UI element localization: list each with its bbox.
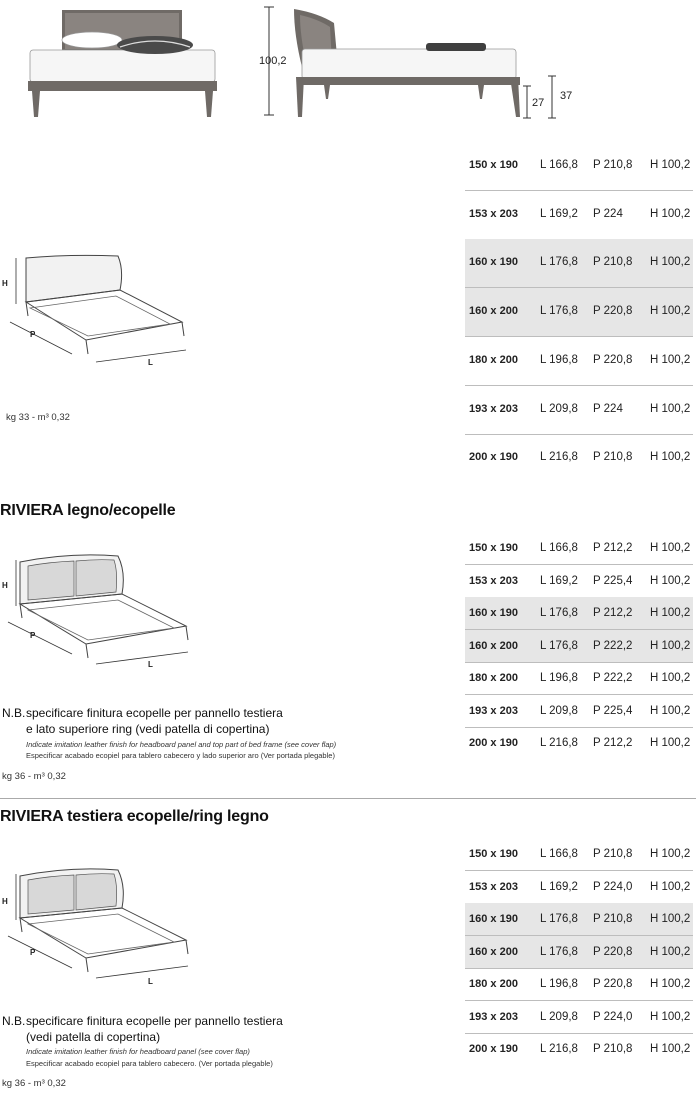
bed-perspective-drawing-1: [0, 250, 200, 370]
length-value: L 169,2: [540, 575, 578, 587]
length-value: L 166,8: [540, 542, 578, 554]
section-title-legno-ecopelle: RIVIERA legno/ecopelle: [0, 502, 176, 519]
bed-size: 180 x 200: [469, 978, 518, 990]
bed-size: 160 x 200: [469, 946, 518, 958]
note-spanish-3: Especificar acabado ecopiel para tablero cabecero. (Ver portada plegable): [26, 1059, 273, 1068]
note-english-2: Indicate imitation leather finish for headboard panel and top part of bed frame (see cover flap): [26, 740, 337, 749]
bed-size: 180 x 200: [469, 672, 518, 684]
height-value: H 100,2: [650, 354, 691, 366]
length-value: L 169,2: [540, 208, 578, 220]
length-value: L 176,8: [540, 256, 578, 268]
axis-label-l-2: L: [148, 660, 153, 669]
note-line2-2: e lato superiore ring (vedi patella di copertina): [26, 722, 270, 736]
note-nb-label-3: N.B.: [2, 1014, 26, 1028]
bed-size: 160 x 200: [469, 305, 518, 317]
weight-volume-3: kg 36 - m³ 0,32: [2, 1078, 66, 1089]
length-value: L 176,8: [540, 607, 578, 619]
depth-value: P 220,8: [593, 354, 633, 366]
height-value: H 100,2: [650, 881, 691, 893]
depth-value: P 220,8: [593, 305, 633, 317]
height-value: H 100,2: [650, 256, 691, 268]
length-value: L 209,8: [540, 403, 578, 415]
table-row: [465, 239, 693, 287]
bed-size: 160 x 190: [469, 607, 518, 619]
note-line1-3: specificare finitura ecopelle per pannello testiera: [26, 1014, 283, 1028]
axis-label-p-1: P: [30, 330, 36, 339]
weight-volume-2: kg 36 - m³ 0,32: [2, 771, 66, 782]
length-value: L 209,8: [540, 705, 578, 717]
depth-value: P 210,8: [593, 913, 633, 925]
depth-value: P 212,2: [593, 607, 633, 619]
height-value: H 100,2: [650, 913, 691, 925]
depth-value: P 210,8: [593, 159, 633, 171]
bed-size: 193 x 203: [469, 403, 518, 415]
table-row: [465, 434, 693, 482]
length-value: L 216,8: [540, 451, 578, 463]
axis-label-l-1: L: [148, 358, 153, 367]
axis-label-p-2: P: [30, 631, 36, 640]
length-value: L 169,2: [540, 881, 578, 893]
length-value: L 176,8: [540, 946, 578, 958]
depth-value: P 212,2: [593, 737, 633, 749]
length-value: L 196,8: [540, 672, 578, 684]
height-value: H 100,2: [650, 575, 691, 587]
length-value: L 196,8: [540, 354, 578, 366]
bed-size: 200 x 190: [469, 1043, 518, 1055]
length-value: L 196,8: [540, 978, 578, 990]
axis-label-h-2: H: [2, 581, 8, 590]
length-value: L 166,8: [540, 159, 578, 171]
note-nb-label-2: N.B.: [2, 706, 26, 720]
section-title-testiera-ecopelle: RIVIERA testiera ecopelle/ring legno: [0, 808, 269, 825]
table-row: [465, 1033, 693, 1065]
depth-value: P 222,2: [593, 640, 633, 652]
bed-size: 153 x 203: [469, 208, 518, 220]
bed-size: 193 x 203: [469, 1011, 518, 1023]
bed-size: 160 x 200: [469, 640, 518, 652]
section-divider: [0, 798, 696, 799]
height-value: H 100,2: [650, 305, 691, 317]
table-row: [465, 565, 693, 597]
table-row: [465, 662, 693, 694]
height-value: H 100,2: [650, 705, 691, 717]
length-value: L 209,8: [540, 1011, 578, 1023]
table-row: [465, 597, 693, 629]
table-row: [465, 727, 693, 759]
depth-value: P 210,8: [593, 256, 633, 268]
axis-label-p-3: P: [30, 948, 36, 957]
depth-value: P 224: [593, 208, 623, 220]
bed-front-view-illustration: [20, 5, 225, 120]
depth-value: P 210,8: [593, 848, 633, 860]
bed-size: 193 x 203: [469, 705, 518, 717]
table-row: [465, 142, 693, 190]
bed-side-view-illustration: [288, 5, 524, 120]
height-value: H 100,2: [650, 451, 691, 463]
length-value: L 176,8: [540, 640, 578, 652]
table-row: [465, 838, 693, 870]
depth-value: P 212,2: [593, 542, 633, 554]
bed-size: 153 x 203: [469, 881, 518, 893]
height-value: H 100,2: [650, 848, 691, 860]
table-row: [465, 936, 693, 968]
table-row: [465, 903, 693, 935]
axis-label-l-3: L: [148, 977, 153, 986]
depth-value: P 224,0: [593, 1011, 633, 1023]
bed-size: 150 x 190: [469, 542, 518, 554]
height-value: H 100,2: [650, 640, 691, 652]
table-row: [465, 871, 693, 903]
table-row: [465, 386, 693, 434]
table-row: [465, 288, 693, 336]
frame-height-label: 37: [560, 90, 573, 102]
table-row: [465, 337, 693, 385]
depth-value: P 225,4: [593, 705, 633, 717]
table-row: [465, 695, 693, 727]
bed-size: 180 x 200: [469, 354, 518, 366]
weight-volume-1: kg 33 - m³ 0,32: [6, 412, 70, 423]
height-value: H 100,2: [650, 1043, 691, 1055]
bed-size: 150 x 190: [469, 848, 518, 860]
note-line2-3: (vedi patella di copertina): [26, 1030, 161, 1044]
bed-size: 200 x 190: [469, 451, 518, 463]
depth-value: P 220,8: [593, 946, 633, 958]
note-english-3: Indicate imitation leather finish for headboard panel (see cover flap): [26, 1047, 250, 1056]
length-value: L 176,8: [540, 913, 578, 925]
depth-value: P 224,0: [593, 881, 633, 893]
length-value: L 216,8: [540, 1043, 578, 1055]
bed-size: 160 x 190: [469, 256, 518, 268]
length-value: L 176,8: [540, 305, 578, 317]
bed-size: 150 x 190: [469, 159, 518, 171]
height-dimension-label: 100,2: [259, 55, 287, 67]
table-row: [465, 532, 693, 564]
table-row: [465, 1001, 693, 1033]
note-spanish-2: Especificar acabado ecopiel para tablero cabecero y lado superior aro (Ver portada plegable): [26, 751, 335, 760]
height-value: H 100,2: [650, 542, 691, 554]
bed-size: 160 x 190: [469, 913, 518, 925]
depth-value: P 210,8: [593, 451, 633, 463]
bed-size: 153 x 203: [469, 575, 518, 587]
depth-value: P 222,2: [593, 672, 633, 684]
depth-value: P 220,8: [593, 978, 633, 990]
height-value: H 100,2: [650, 607, 691, 619]
height-value: H 100,2: [650, 737, 691, 749]
height-value: H 100,2: [650, 672, 691, 684]
leg-height-label: 27: [532, 97, 545, 109]
length-value: L 216,8: [540, 737, 578, 749]
note-line1-2: specificare finitura ecopelle per pannello testiera: [26, 706, 283, 720]
height-value: H 100,2: [650, 978, 691, 990]
axis-label-h-3: H: [2, 897, 8, 906]
height-value: H 100,2: [650, 159, 691, 171]
bed-perspective-drawing-2: [0, 552, 200, 667]
table-row: [465, 968, 693, 1000]
length-value: L 166,8: [540, 848, 578, 860]
height-value: H 100,2: [650, 946, 691, 958]
axis-label-h-1: H: [2, 279, 8, 288]
bed-perspective-drawing-3: [0, 866, 200, 981]
depth-value: P 224: [593, 403, 623, 415]
height-value: H 100,2: [650, 403, 691, 415]
bed-size: 200 x 190: [469, 737, 518, 749]
depth-value: P 225,4: [593, 575, 633, 587]
table-row: [465, 191, 693, 239]
height-value: H 100,2: [650, 208, 691, 220]
height-value: H 100,2: [650, 1011, 691, 1023]
depth-value: P 210,8: [593, 1043, 633, 1055]
table-row: [465, 630, 693, 662]
